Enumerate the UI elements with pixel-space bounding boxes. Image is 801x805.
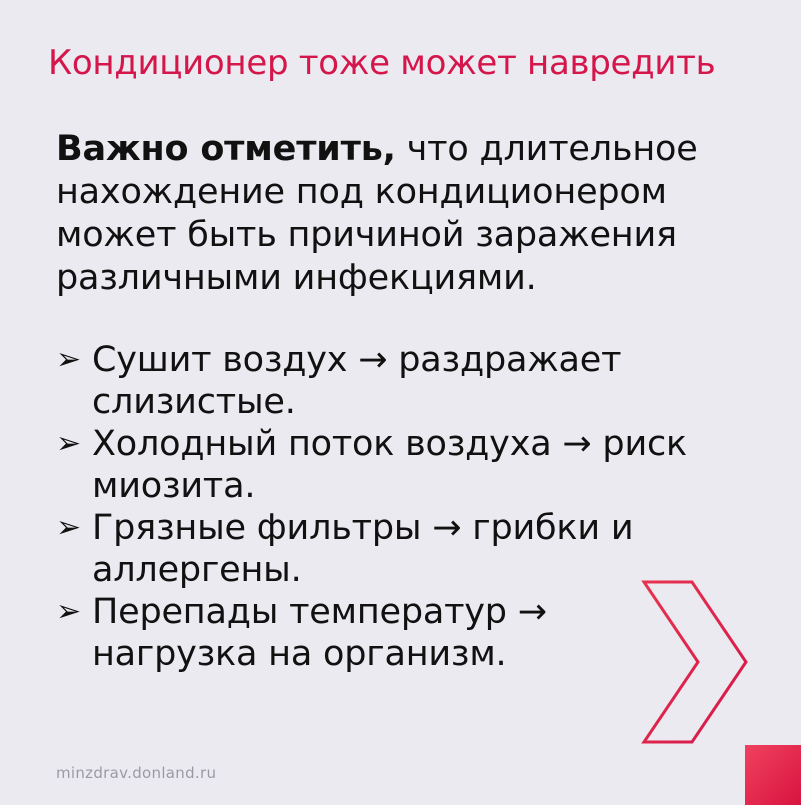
intro-paragraph [56,128,746,300]
intro-bold: Важно отметить, [56,129,396,169]
list-item-text: Грязные фильтры → грибки и аллергены. [92,508,634,590]
list-item [56,339,696,423]
arrowhead-bullet-icon: ➢ [56,342,81,377]
list-item [56,591,696,675]
bullet-list [56,339,696,675]
page-title: Кондиционер тоже может навредить [48,43,716,83]
intro-text: что длительное нахождение под кондиционером может быть причиной заражения различными инфекциями. [56,129,698,298]
list-item [56,507,696,591]
list-item [56,423,696,507]
chevron-right-outline-icon [640,578,752,746]
footer-url: minzdrav.donland.ru [56,764,217,782]
corner-decoration [745,745,801,805]
arrowhead-bullet-icon: ➢ [56,594,81,629]
list-item-text: Холодный поток воздуха → риск миозита. [92,424,687,506]
list-item-text: Сушит воздух → раздражает слизистые. [92,340,622,422]
list-item-text: Перепады температур → нагрузка на организм. [92,592,547,674]
arrowhead-bullet-icon: ➢ [56,426,81,461]
arrowhead-bullet-icon: ➢ [56,510,81,545]
